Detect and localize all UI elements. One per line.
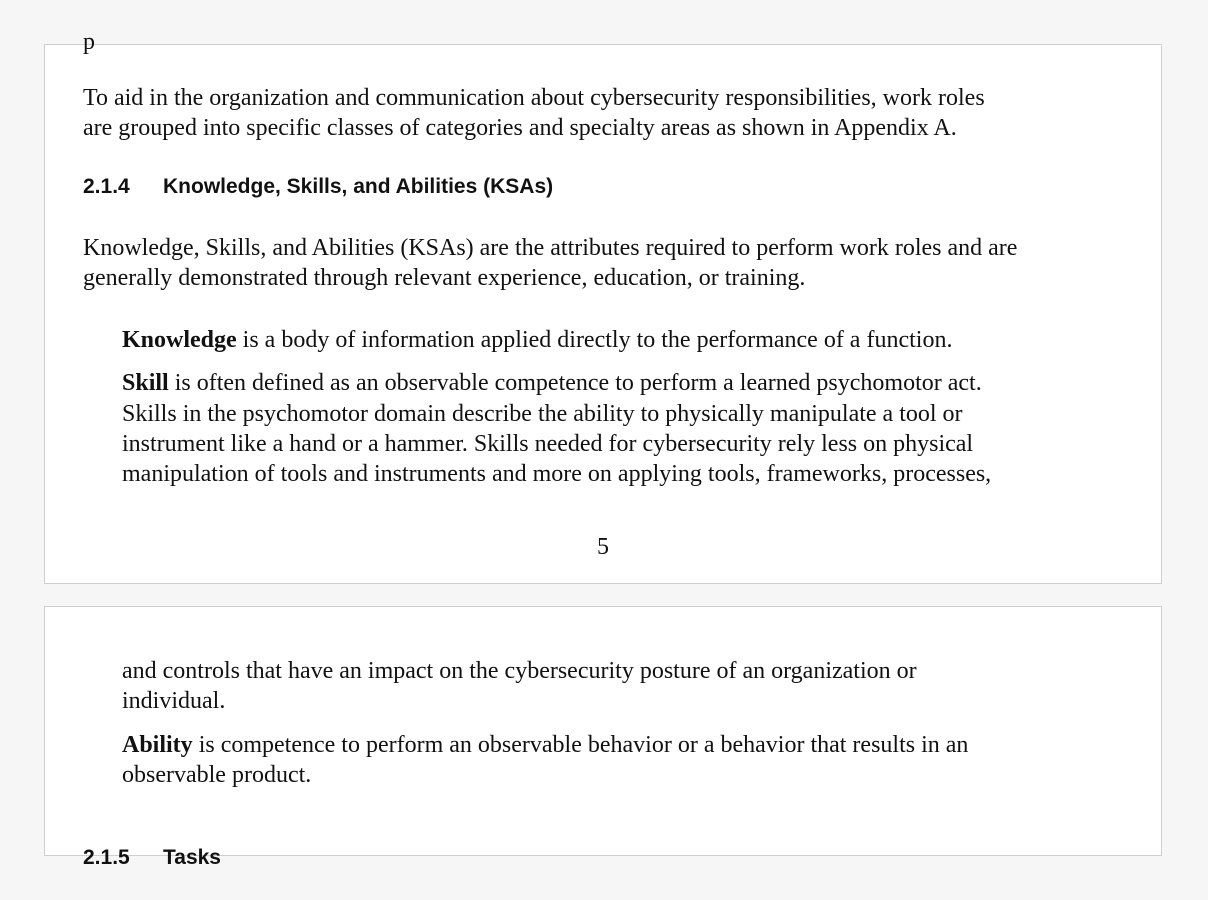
knowledge-term: Knowledge (122, 327, 237, 353)
ksa-intro-line-1: Knowledge, Skills, and Abilities (KSAs) are the attributes required to perform work roles and are (83, 235, 1018, 261)
document-page-1 (44, 29, 1162, 584)
skill-continued-line-2: individual. (122, 688, 226, 714)
knowledge-definition (122, 325, 952, 356)
intro-paragraph-line-1: To aid in the organization and communication about cybersecurity responsibilities, work roles (83, 85, 985, 111)
ability-definition-line-1 (122, 730, 968, 761)
intro-paragraph-line-2: are grouped into specific classes of categories and specialty areas as shown in Appendix A. (83, 115, 957, 141)
section-heading-tasks (83, 845, 221, 871)
ability-term: Ability (122, 732, 193, 758)
skill-definition-line-1 (122, 368, 982, 399)
next-section-number: 2.1.5 (83, 846, 130, 869)
page-number: 5 (597, 534, 609, 560)
clipped-text-fragment: p (83, 29, 95, 55)
skill-definition-line-3: instrument like a hand or a hammer. Skills needed for cybersecurity rely less on physical (122, 431, 974, 457)
ability-text: is competence to perform an observable behavior or a behavior that results in an (192, 732, 969, 758)
section-number: 2.1.4 (83, 175, 130, 198)
section-title: Knowledge, Skills, and Abilities (KSAs) (163, 175, 554, 198)
ksa-intro-line-2: generally demonstrated through relevant experience, education, or training. (83, 265, 806, 291)
skill-definition-line-2: Skills in the psychomotor domain describe the ability to physically manipulate a tool or (122, 401, 963, 427)
document-page-2 (44, 606, 1162, 869)
ability-definition-line-2: observable product. (122, 762, 312, 788)
skill-text: is often defined as an observable competence to perform a learned psychomotor act. (168, 370, 982, 396)
knowledge-text: is a body of information applied directly to the performance of a function. (236, 327, 953, 353)
skill-definition-line-4: manipulation of tools and instruments and more on applying tools, frameworks, processes, (122, 461, 992, 487)
next-section-title: Tasks (163, 846, 221, 869)
skill-term: Skill (122, 370, 169, 396)
section-heading-ksas (83, 174, 553, 200)
skill-continued-line-1: and controls that have an impact on the cybersecurity posture of an organization or (122, 658, 917, 684)
